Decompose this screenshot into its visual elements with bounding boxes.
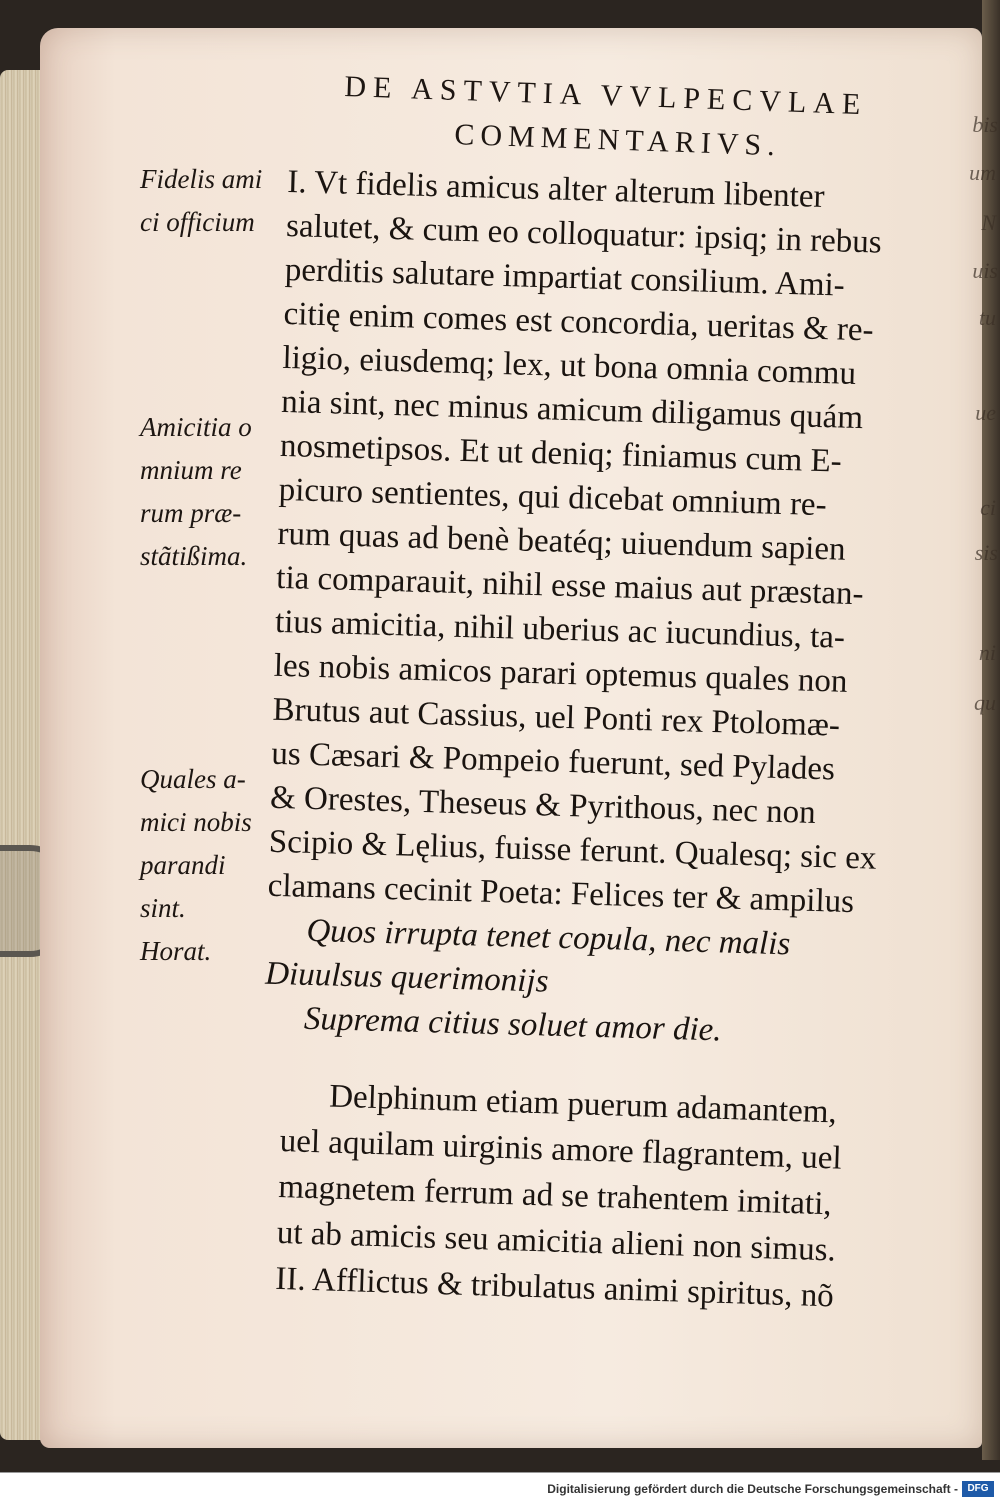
section-title: COMMENTARIVS. [453,118,782,163]
margin-note: parandi [140,850,226,880]
margin-note: rum præ- [140,498,242,528]
margin-note: sint. [140,893,186,923]
text-line: Delphinum etiam puerum adamantem, [328,1078,838,1131]
bleed-through-text: ue [975,400,996,425]
text-line: Scipio & Lęlius, fuisse ferunt. Qualesq; sic ex [268,823,877,877]
margin-note: ci officium [140,207,255,237]
margin-note: mnium re [140,455,242,485]
margin-note: Amicitia o [140,412,252,442]
bleed-through-text: uis [972,258,998,283]
text-line: nosmetipsos. Et ut deniq; finiamus cum E- [279,427,843,480]
main-text-lower [275,1072,982,1324]
bleed-through-text: ni [978,640,996,665]
bleed-through-text: qu [974,690,996,715]
text-line: ut ab amicis seu amicitia alieni non simus. [276,1214,837,1269]
margin-note: Quales a- [140,764,246,794]
text-line: citię enim comes est concordia, ueritas & re- [283,295,875,349]
text-line: salutet, & cum eo colloquatur: ipsiq; in rebus [285,207,883,261]
text-line: tius amicitia, nihil uberius ac iucundius, ta- [274,603,846,656]
text-line: tia comparauit, nihil esse maius aut præstan- [275,559,865,613]
text-line: Brutus aut Cassius, uel Ponti rex Ptolomæ- [272,691,841,744]
footer-bar [0,1472,1000,1501]
bleed-through-text: sis [974,540,998,565]
margin-note: mici nobis [140,807,252,837]
bleed-through-text: N [981,210,996,235]
margin-note: Horat. [140,936,212,966]
funding-credit: Digitalisierung gefördert durch die Deutsche Forschungsgemeinschaft - [547,1482,958,1496]
verse-line: Diuulsus querimonijs [264,955,549,1000]
bleed-through-text: ci [980,495,996,520]
margin-note: stãtißima. [140,541,248,571]
text-line: nia sint, nec minus amicum diligamus quám [280,383,864,437]
bleed-through-text: bis [972,112,998,137]
bleed-through-text: tu [978,305,996,330]
text-line: les nobis amicos parari optemus quales non [273,647,848,700]
running-head: DE ASTVTIA VVLPECVLAE [343,70,868,122]
text-line: us Cæsari & Pompeio fuerunt, sed Pylades [270,735,836,788]
text-line: clamans cecinit Poeta: Felices ter & ampilus [267,867,855,921]
text-line: magnetem ferrum ad se trahentem imitati, [277,1168,833,1223]
text-line: rum quas ad benè beatéq; uiuendum sapien [277,515,846,568]
verse-line: Quos irrupta tenet copula, nec malis [305,912,791,963]
dfg-logo: DFG [962,1481,994,1497]
verse-line: Suprema citius soluet amor die. [303,1000,723,1049]
bleed-through-text: um [969,160,996,185]
text-line: perditis salutare impartiat consilium. Ami- [284,251,846,304]
main-text [263,160,997,1059]
text-line: uel aquilam uirginis amore flagrantem, uel [279,1122,843,1177]
text-line: ligio, eiusdemq; lex, ut bona omnia commu [281,339,857,392]
text-line: & Orestes, Theseus & Pyrithous, nec non [269,779,817,831]
text-line: I. Vt fidelis amicus alter alterum libenter [286,163,825,215]
margin-note: Fidelis ami [140,164,263,194]
text-line: II. Afflictus & tribulatus animi spiritus, nõ [274,1260,835,1315]
text-line: picuro sentientes, qui dicebat omnium re- [278,471,828,524]
